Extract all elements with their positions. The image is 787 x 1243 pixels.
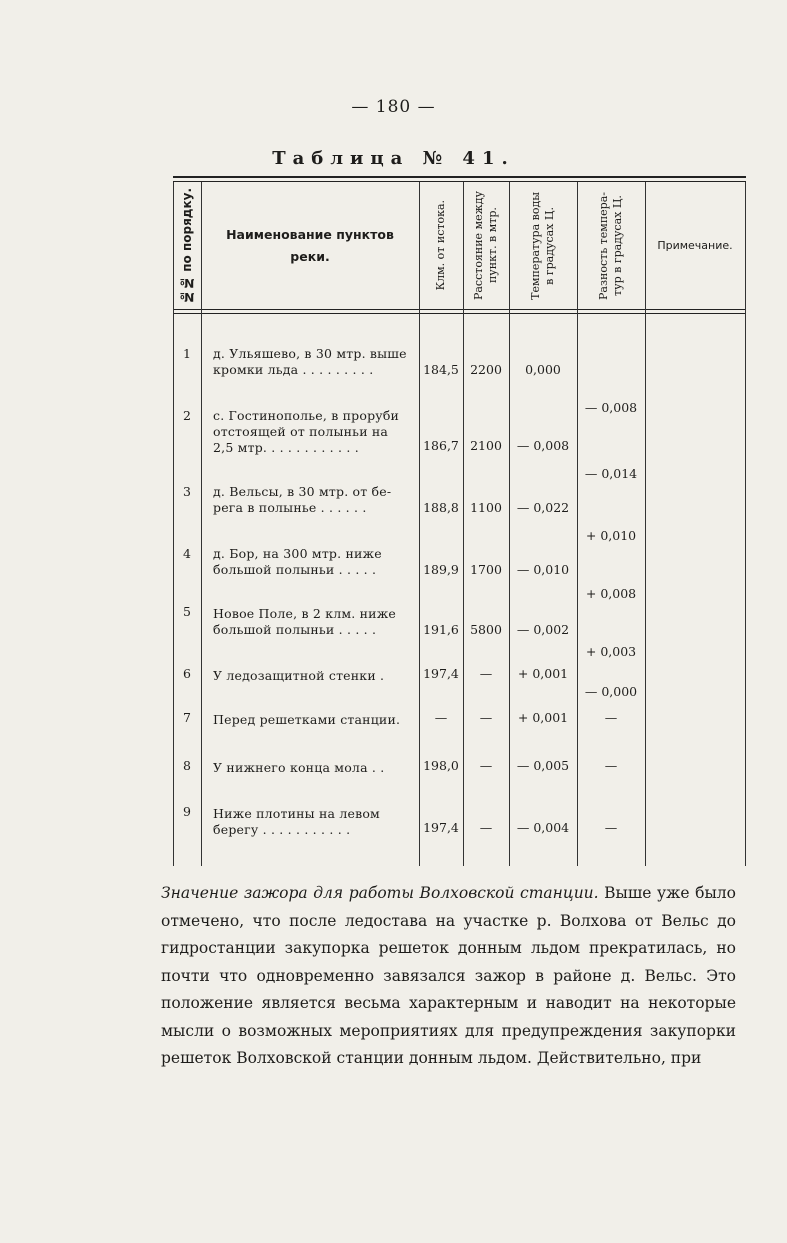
row-distance: 2200 [470, 362, 502, 377]
row-name: Новое Поле, в 2 клм. ниже большой полыньи . . . . . [213, 606, 396, 637]
table-title: Таблица № 41. [272, 148, 515, 169]
difference-value: — 0,000 [584, 684, 638, 699]
row-name: Перед решетками станции. [213, 712, 401, 727]
difference-value: — [604, 820, 618, 835]
table-top-rule [173, 176, 746, 178]
row-distance: 5800 [470, 622, 502, 637]
row-number: 4 [183, 546, 191, 561]
row-km: 189,9 [423, 562, 459, 577]
header-temperature: Температура воды в градусах Ц. [529, 191, 556, 300]
row-temperature: — 0,022 [516, 500, 570, 515]
row-number: 9 [183, 804, 191, 819]
header-rule [173, 309, 746, 310]
difference-value: — 0,008 [584, 400, 638, 415]
body-paragraph [161, 880, 736, 1073]
header-name: Наименование пунктов реки. [226, 226, 394, 264]
row-temperature: + 0,001 [517, 666, 569, 681]
difference-value: + 0,003 [585, 644, 637, 659]
row-distance: — [479, 710, 493, 725]
header-rule-2 [173, 313, 746, 314]
row-temperature: — 0,002 [516, 622, 570, 637]
difference-value: — [604, 710, 618, 725]
page-number: — 180 — [351, 97, 436, 117]
row-name: У нижнего конца мола . . [213, 760, 385, 775]
row-distance: 1100 [470, 500, 502, 515]
difference-value: + 0,008 [585, 586, 637, 601]
row-number: 3 [183, 484, 191, 499]
difference-value: — [604, 758, 618, 773]
row-temperature: — 0,005 [516, 758, 570, 773]
row-number: 7 [183, 710, 191, 725]
row-name: У ледозащитной стенки . [213, 668, 385, 683]
paragraph-lead: Значение зажора для работы Волховской станции. [161, 884, 599, 902]
row-km: 197,4 [423, 666, 459, 681]
header-no: №№ по порядку. [180, 187, 194, 304]
row-distance: 1700 [470, 562, 502, 577]
difference-value: — 0,014 [584, 466, 638, 481]
row-distance: — [479, 820, 493, 835]
row-number: 6 [183, 666, 191, 681]
row-name: д. Вельсы, в 30 мтр. от бе- рега в полынье . . . . . . [213, 484, 392, 515]
paragraph-text: Выше уже было отмечено, что после ледостава на участке р. Волхова от Вельс до гидростанции закупорка решеток донным льдом прекратилась, но почти что одновременно завязался зажор в районе д. Вельс. Это положение является весьма характерным и наводит на некоторые мысли о возможных мероприятиях для предупреждения закупорки решеток Волховской станции донным льдом. Действительно, при [161, 884, 736, 1067]
row-km: 188,8 [423, 500, 459, 515]
row-km: 198,0 [423, 758, 459, 773]
row-temperature: — 0,010 [516, 562, 570, 577]
row-temperature: 0,000 [525, 362, 561, 377]
row-number: 1 [183, 346, 191, 361]
row-km: 191,6 [423, 622, 459, 637]
row-name: с. Гостинополье, в проруби отстоящей от полыньи на 2,5 мтр. . . . . . . . . . . . [213, 408, 400, 455]
difference-value: + 0,010 [585, 528, 637, 543]
row-name: д. Бор, на 300 мтр. ниже большой полыньи . . . . . [213, 546, 382, 577]
row-number: 2 [183, 408, 191, 423]
row-km: 186,7 [423, 438, 459, 453]
row-name: д. Ульяшево, в 30 мтр. выше кромки льда . . . . . . . . . [213, 346, 407, 377]
data-table [173, 176, 746, 866]
row-km: — [434, 710, 448, 725]
header-distance: Расстояние между пункт. в мтр. [472, 190, 499, 301]
row-temperature: + 0,001 [517, 710, 569, 725]
header-km: Клм. от истока. [434, 200, 447, 291]
header-note: Примечание. [657, 238, 733, 252]
row-distance: — [479, 666, 493, 681]
row-number: 5 [183, 604, 191, 619]
row-number: 8 [183, 758, 191, 773]
row-km: 184,5 [423, 362, 459, 377]
header-difference: Разность темпера- тур в градусах Ц. [597, 191, 624, 300]
row-distance: 2100 [470, 438, 502, 453]
row-name: Ниже плотины на левом берегу . . . . . . . . . . . [213, 806, 380, 837]
row-temperature: — 0,004 [516, 820, 570, 835]
col-line [745, 182, 746, 866]
row-distance: — [479, 758, 493, 773]
row-temperature: — 0,008 [516, 438, 570, 453]
row-km: 197,4 [423, 820, 459, 835]
